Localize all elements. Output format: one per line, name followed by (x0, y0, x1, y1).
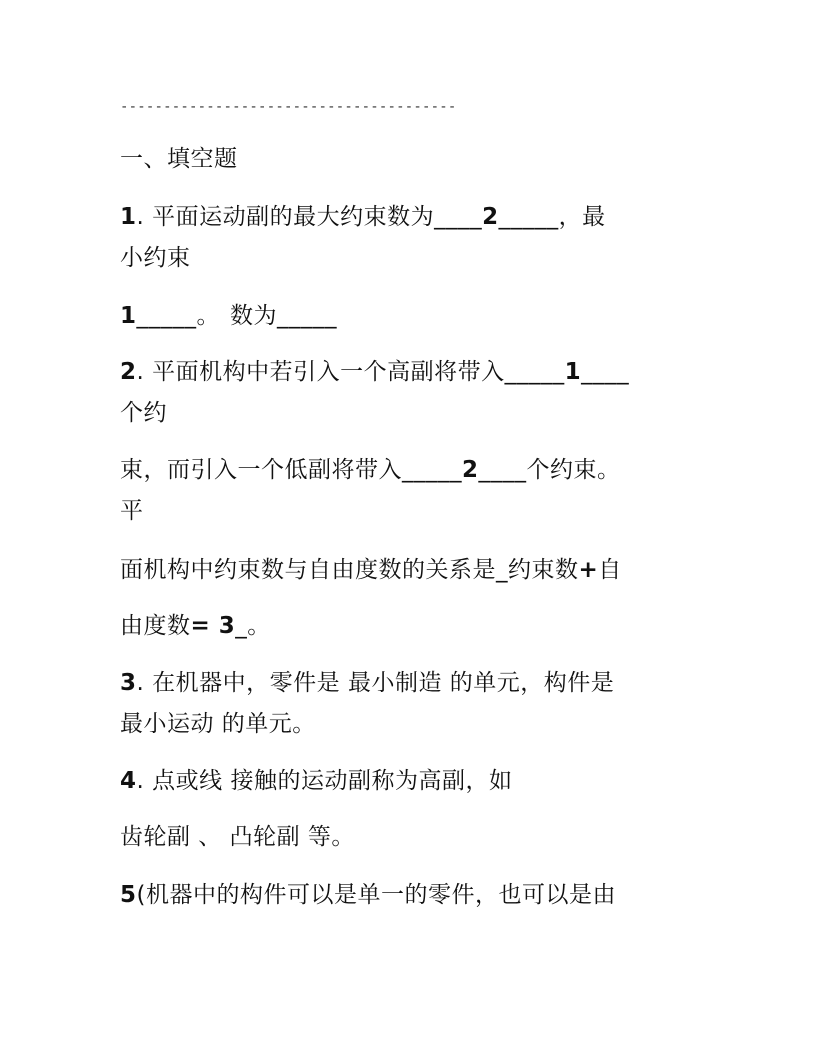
q4-line1 (120, 766, 512, 796)
q1-text: . 平面运动副的最大约束数为____ (136, 204, 483, 230)
q2-line6-tail: _。 (235, 613, 271, 639)
q2-text: . 平面机构中若引入一个高副将带入_____ (136, 359, 565, 385)
q3-text: . 在机器中，零件是 最小制造 的单元，构件是 (136, 670, 615, 696)
q2-equation: = 3 (190, 613, 236, 639)
q4-line2: 齿轮副 、 凸轮副 等。 (120, 824, 355, 850)
q1-line3-text: _____。 (136, 303, 221, 329)
q2-line1 (120, 357, 629, 387)
q1-line1 (120, 202, 606, 232)
q1-line2: 小约束 (120, 245, 191, 271)
q3-number: 3 (120, 670, 137, 696)
q2-line6-text: 由度数 (120, 613, 191, 639)
q1-line3 (120, 301, 337, 331)
q2-line3-text: 束，而引入一个低副将带入_____ (120, 457, 462, 483)
q1-number: 1 (120, 204, 137, 230)
q2-answer-1: 1 (564, 359, 582, 385)
q2-number: 2 (120, 359, 137, 385)
q1-line3-tail: 数为_____ (230, 303, 338, 329)
q2-tail: ____ (581, 359, 630, 385)
section-title: 一、填空题 (120, 146, 238, 172)
q3-line1 (120, 668, 614, 698)
q2-line6 (120, 611, 271, 641)
q2-line2: 个约 (120, 400, 167, 426)
header-dashed-rule: --------------------------------------- (120, 99, 457, 115)
q1-tail: _____，最 (498, 204, 606, 230)
q2-line3 (120, 455, 621, 485)
q2-line4: 平 (120, 498, 144, 524)
q4-text: . 点或线 接触的运动副称为高副，如 (136, 768, 513, 794)
q1-answer-2: 1 (120, 303, 137, 329)
q2-answer-2: 2 (462, 457, 479, 483)
q2-line5-text: 面机构中约束数与自由度数的关系是_约束数 (120, 557, 579, 583)
q1-answer: 2 (482, 204, 499, 230)
q5-text: (机器中的构件可以是单一的零件，也可以是由 (136, 882, 616, 908)
q2-line5-tail: 自 (598, 557, 622, 583)
q4-number: 4 (120, 768, 137, 794)
q5-number: 5 (120, 882, 137, 908)
q2-line5 (120, 555, 622, 585)
q2-plus: + (578, 557, 599, 583)
q5-line1 (120, 880, 616, 910)
q2-line3-tail: ____个约束。 (478, 457, 621, 483)
q3-line2: 最小运动 的单元。 (120, 711, 316, 737)
